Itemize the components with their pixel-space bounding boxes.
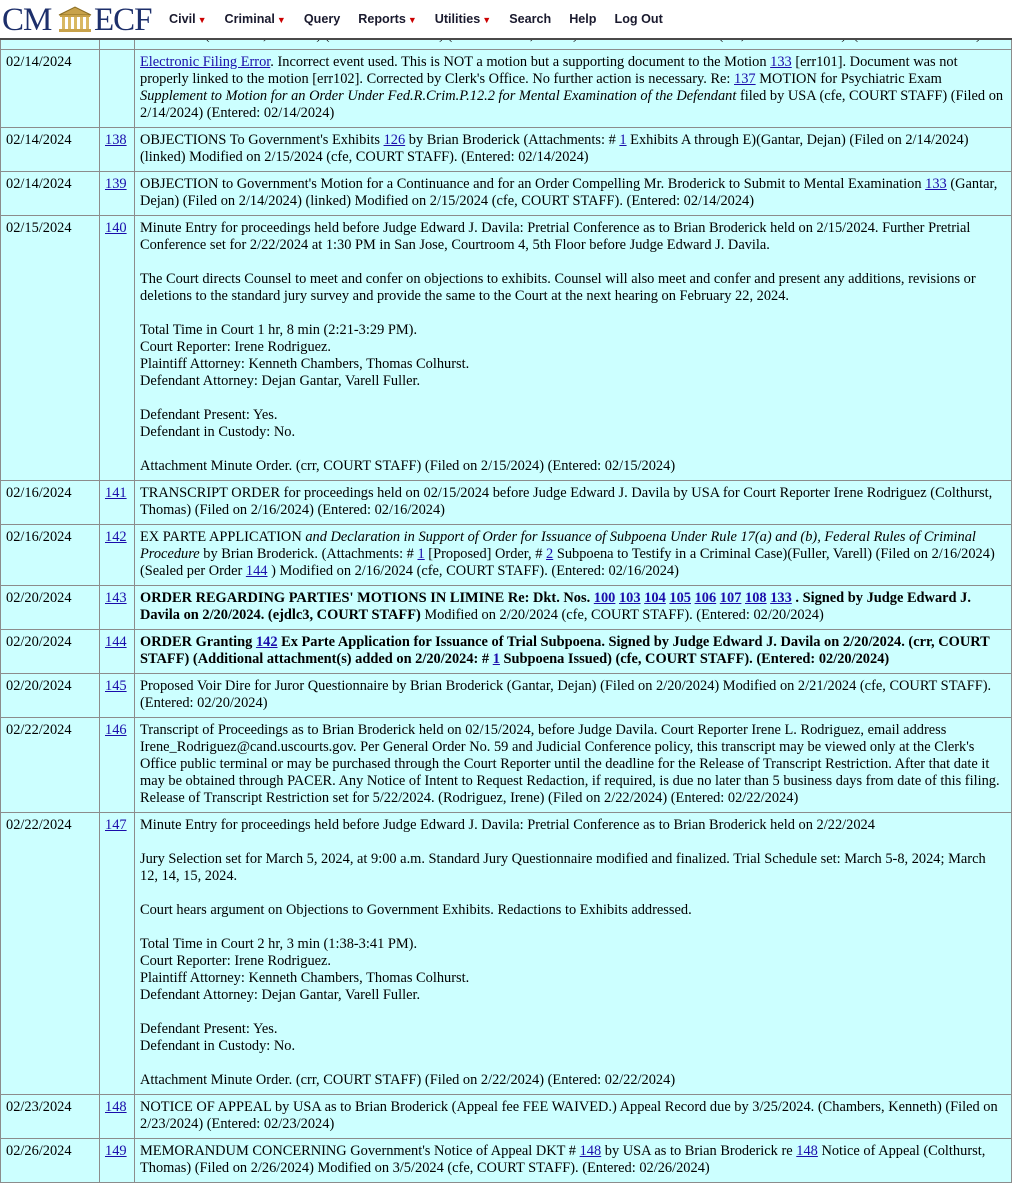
logo-text-cm: CM — [2, 2, 52, 38]
document-link[interactable]: 133 — [770, 54, 792, 70]
entry-text — [135, 1095, 1012, 1139]
menu-log-out[interactable] — [615, 12, 663, 26]
menu-civil[interactable] — [169, 12, 207, 26]
entry-paragraph — [140, 1072, 1006, 1089]
entry-text — [135, 481, 1012, 525]
entry-text — [135, 172, 1012, 216]
entry-date: 02/20/2024 — [1, 630, 100, 674]
entry-date: 02/26/2024 — [1, 1139, 100, 1183]
document-link[interactable]: Electronic Filing Error — [140, 54, 271, 70]
entry-text-segment: [Proposed] Order, # — [424, 546, 547, 562]
entry-date: 02/16/2024 — [1, 481, 100, 525]
document-link[interactable]: 103 — [618, 590, 641, 606]
entry-paragraph — [140, 54, 1006, 122]
entry-text-segment: . Signed by Judge Edward J. Davila on 2/20/2024. (ejdlc3, COURT STAFF) — [140, 590, 971, 623]
document-link[interactable]: 137 — [734, 71, 756, 87]
entry-paragraph — [140, 407, 1006, 441]
entry-text-segment: Notice of Appeal (Colthurst, Thomas) (Filed on 2/26/2024) Modified on 3/5/2024 (cfe, COURT STAFF). (Entered: 02/26/2024) — [140, 1143, 986, 1176]
entry-text-segment: ORDER Granting — [140, 634, 256, 650]
entry-paragraph — [140, 1099, 1006, 1133]
entry-text — [135, 674, 1012, 718]
docket-entry-row — [1, 1139, 1012, 1183]
entry-paragraph — [140, 220, 1006, 254]
entry-text-segment: Court Reporter: Irene Rodriguez. — [140, 953, 332, 969]
entry-text-segment: Defendant Attorney: Dejan Gantar, Varell Fuller. — [140, 987, 421, 1003]
entry-text-segment: Attachment Minute Order. (crr, COURT STAFF) (Filed on 2/15/2024) (Entered: 02/15/2024) — [140, 458, 676, 474]
menu-label: Query — [303, 12, 341, 26]
docket-number-link[interactable]: 142 — [105, 529, 127, 545]
entry-text-segment: EX PARTE APPLICATION — [140, 529, 306, 545]
entry-paragraph — [140, 590, 1006, 624]
entry-paragraph — [140, 678, 1006, 712]
docket-entry-row — [1, 525, 1012, 586]
entry-text-segment: ) Modified on 2/16/2024 (cfe, COURT STAFF). (Entered: 02/16/2024) — [267, 563, 679, 579]
docket-number-link[interactable]: 139 — [105, 176, 127, 192]
entry-date: 02/14/2024 — [1, 172, 100, 216]
docket-entry-row — [1, 630, 1012, 674]
document-link[interactable]: 144 — [245, 563, 268, 579]
entry-text-segment: Defendant in Custody: No. — [140, 1038, 296, 1054]
entry-text-segment: Proposed Voir Dire for Juror Questionnaire by Brian Broderick (Gantar, Dejan) (Filed on 2/20/2024) Modified on 2/21/2024 (cfe, COURT STAFF). (Entered: 02/20/2024) — [140, 678, 992, 711]
entry-paragraph — [140, 902, 1006, 919]
entry-number-cell — [100, 172, 135, 216]
menu-label: Civil — [169, 12, 196, 26]
entry-text-segment: MEMORANDUM CONCERNING Government's Notice of Appeal DKT # — [140, 1143, 580, 1159]
docket-entry-row — [1, 216, 1012, 481]
entry-paragraph — [140, 271, 1006, 305]
docket-entry-row — [1, 1095, 1012, 1139]
document-link[interactable]: 1 — [619, 132, 627, 148]
entry-text — [135, 586, 1012, 630]
courthouse-icon — [57, 6, 93, 34]
docket-number-link[interactable]: 143 — [105, 590, 127, 606]
entry-text-segment: Attachment Minute Order. (crr, COURT STAFF) (Filed on 2/22/2024) (Entered: 02/22/2024) — [140, 1072, 676, 1088]
entry-text-segment: Total Time in Court 1 hr, 8 min (2:21-3:29 PM). — [140, 322, 418, 338]
menu-query[interactable] — [304, 12, 340, 26]
entry-paragraph — [140, 851, 1006, 885]
entry-paragraph — [140, 1021, 1006, 1055]
entry-text-segment: Defendant Attorney: Dejan Gantar, Varell Fuller. — [140, 373, 421, 389]
menu-help[interactable] — [569, 12, 596, 26]
entry-text-segment: . Incorrect event used. This is NOT a motion but a supporting document to the Motion — [270, 54, 771, 70]
entry-text-segment: ORDER REGARDING PARTIES' MOTIONS IN LIMINE Re: Dkt. Nos. — [140, 590, 594, 606]
entry-text-segment: Exhibits A through E)(Gantar, Dejan) (Filed on 2/14/2024) (linked) Modified on 2/15/2024 (cfe, COURT STAFF). (Entered: 02/14/2024) — [140, 132, 969, 165]
entry-text-segment: The Court directs Counsel to meet and confer on objections to exhibits. Counsel will also meet and confer and present any additions, revisions or deletions to the standard jury survey and provide the same to the Court at the next hearing on February 22, 2024. — [140, 271, 976, 304]
entry-text-segment: MOTION for Psychiatric Exam — [755, 71, 942, 87]
document-link[interactable]: 106 — [694, 590, 717, 606]
italic-text: Supplement to Motion for an Order Under Fed.R.Crim.P.12.2 for Mental Examination of the Defendant — [140, 88, 737, 104]
top-navigation-bar — [0, 0, 1012, 40]
entry-number-cell — [100, 128, 135, 172]
entry-number-cell — [100, 50, 135, 128]
entry-text-segment: Defendant in Custody: No. — [140, 424, 296, 440]
entry-text — [135, 1139, 1012, 1183]
entry-date: 02/20/2024 — [1, 586, 100, 630]
docket-entry-row — [1, 128, 1012, 172]
menu-utilities[interactable] — [435, 12, 491, 26]
entry-date: 02/22/2024 — [1, 718, 100, 813]
entry-text — [135, 216, 1012, 481]
docket-number-link[interactable]: 149 — [105, 1143, 127, 1159]
entry-paragraph — [140, 634, 1006, 668]
docket-number-link[interactable]: 144 — [105, 634, 127, 650]
docket-entry-row — [1, 481, 1012, 525]
entry-paragraph — [140, 817, 1006, 834]
menu-label: Reports — [358, 12, 406, 26]
entry-text-segment: Court hears argument on Objections to Government Exhibits. Redactions to Exhibits addressed. — [140, 902, 692, 918]
entry-text-segment: Plaintiff Attorney: Kenneth Chambers, Thomas Colhurst. — [140, 356, 470, 372]
entry-paragraph — [140, 176, 1006, 210]
entry-date: 02/23/2024 — [1, 1095, 100, 1139]
entry-text — [135, 50, 1012, 128]
entry-text-segment: Minute Entry for proceedings held before Judge Edward J. Davila: Pretrial Conference as to Brian Broderick held on 2/15/2024. Further Pretrial Conference set for 2/22/2024 at 1:30 PM in San Jose, Courtroom 4, 5th Floor before Judge Edward J. Davila. — [140, 220, 971, 253]
entry-date: 02/14/2024 — [1, 128, 100, 172]
entry-text — [135, 813, 1012, 1095]
entry-date: 02/20/2024 — [1, 674, 100, 718]
entry-text-segment: Court Reporter: Irene Rodriguez. — [140, 339, 332, 355]
document-link[interactable]: 100 — [593, 590, 616, 606]
dropdown-caret-icon: ▼ — [276, 15, 286, 25]
entry-text-segment: Defendant Present: Yes. — [140, 1021, 278, 1037]
entry-number-cell — [100, 1139, 135, 1183]
docket-entry-row — [1, 586, 1012, 630]
docket-table — [0, 22, 1012, 1183]
document-link[interactable]: 108 — [745, 590, 767, 606]
docket-number-link[interactable]: 146 — [105, 722, 127, 738]
entry-text-segment: OBJECTIONS To Government's Exhibits — [140, 132, 384, 148]
entry-text — [135, 718, 1012, 813]
entry-paragraph — [140, 936, 1006, 1004]
document-link[interactable]: 2 — [546, 546, 554, 562]
entry-text-segment: by Brian Broderick (Attachments: # — [405, 132, 620, 148]
dropdown-caret-icon: ▼ — [482, 15, 492, 25]
entry-number-cell — [100, 586, 135, 630]
docket-number-link[interactable]: 148 — [105, 1099, 127, 1115]
entry-text-segment: NOTICE OF APPEAL by USA as to Brian Broderick (Appeal fee FEE WAIVED.) Appeal Record due by 3/25/2024. (Chambers, Kenneth) (Filed on 2/23/2024) (Entered: 02/23/2024) — [140, 1099, 998, 1132]
entry-text — [135, 128, 1012, 172]
entry-date: 02/22/2024 — [1, 813, 100, 1095]
entry-paragraph — [140, 322, 1006, 390]
entry-text-segment: Plaintiff Attorney: Kenneth Chambers, Thomas Colhurst. — [140, 970, 470, 986]
entry-number-cell — [100, 216, 135, 481]
docket-entry-row — [1, 50, 1012, 128]
docket-entry-row — [1, 813, 1012, 1095]
entry-number-cell — [100, 674, 135, 718]
entry-text-segment: [err101]. Document was not properly linked to the motion [err102]. Corrected by Clerk's Office. No further action is necessary. Re: — [140, 54, 958, 87]
entry-paragraph — [140, 132, 1006, 166]
dropdown-caret-icon: ▼ — [197, 15, 207, 25]
document-link[interactable]: 133 — [925, 176, 947, 192]
document-link[interactable]: 148 — [796, 1143, 818, 1159]
entry-text-segment: filed by USA (cfe, COURT STAFF) (Filed on 2/14/2024) (Entered: 02/14/2024) — [140, 88, 1004, 121]
entry-paragraph — [140, 529, 1006, 580]
italic-text: and Declaration in Support of Order for Issuance of Subpoena Under Rule 17(a) and (b), Federal Rules of Criminal Procedure — [140, 529, 976, 562]
document-link[interactable]: 126 — [383, 132, 406, 148]
entry-date: 02/16/2024 — [1, 525, 100, 586]
entry-text-segment: Defendant Present: Yes. — [140, 407, 278, 423]
document-link[interactable]: 142 — [255, 634, 278, 650]
menu-reports[interactable] — [358, 12, 417, 26]
entry-number-cell — [100, 481, 135, 525]
document-link[interactable]: 105 — [669, 590, 691, 606]
document-link[interactable]: 1 — [492, 651, 500, 667]
docket-entry-row — [1, 718, 1012, 813]
menu-label: Utilities — [434, 12, 481, 26]
document-link[interactable]: 104 — [644, 590, 666, 606]
menu-label: Criminal — [224, 12, 275, 26]
document-link[interactable]: 148 — [579, 1143, 602, 1159]
dropdown-caret-icon: ▼ — [407, 15, 417, 25]
entry-paragraph — [140, 485, 1006, 519]
entry-paragraph — [140, 458, 1006, 475]
entry-text — [135, 630, 1012, 674]
entry-text-segment: Subpoena to Testify in a Criminal Case)(Fuller, Varell) (Filed on 2/16/2024)(Sealed per Order — [140, 546, 995, 579]
entry-number-cell — [100, 718, 135, 813]
entry-text-segment: Modified on 2/20/2024 (cfe, COURT STAFF). (Entered: 02/20/2024) — [420, 607, 824, 623]
entry-text — [135, 525, 1012, 586]
menu-label: Log Out — [614, 12, 663, 26]
docket-number-link[interactable]: 141 — [105, 485, 127, 501]
entry-text-segment: Total Time in Court 2 hr, 3 min (1:38-3:41 PM). — [140, 936, 418, 952]
entry-text-segment: (Gantar, Dejan) (Filed on 2/14/2024) (linked) Modified on 2/15/2024 (cfe, COURT STAFF). (Entered: 02/14/2024) — [140, 176, 998, 209]
document-link[interactable]: 1 — [417, 546, 425, 562]
document-link[interactable]: 133 — [770, 590, 792, 606]
docket-entry-row — [1, 674, 1012, 718]
entry-text-segment: Transcript of Proceedings as to Brian Broderick held on 02/15/2024, before Judge Davila. Court Reporter Irene L. Rodriguez, email address Irene_Rodriguez@cand.uscourts.gov. Per General Order No. 59 and Judicial Conference policy, this transcript may be viewed only at the Clerk's Office public terminal or may be purchased through the Court Reporter until the deadline for the Release of Transcript Restriction. After that date it may be obtained through PACER. Any Notice of Intent to Request Redaction, if required, is due no later than 5 business days from date of this filing. Release of Transcript Restriction set for 5/22/2024. (Rodriguez, Irene) (Filed on 2/22/2024) (Entered: 02/22/2024) — [140, 722, 1000, 806]
entry-text-segment: Subpoena Issued) (cfe, COURT STAFF). (Entered: 02/20/2024) — [499, 651, 890, 667]
entry-text-segment: Jury Selection set for March 5, 2024, at 9:00 a.m. Standard Jury Questionnaire modified and finalized. Trial Schedule set: March 5-8, 2024; March 12, 14, 15, 2024. — [140, 851, 986, 884]
entry-text-segment: by USA as to Brian Broderick re — [601, 1143, 797, 1159]
docket-number-link[interactable]: 147 — [105, 817, 127, 833]
docket-number-link[interactable]: 145 — [105, 678, 127, 694]
docket-number-link[interactable]: 140 — [105, 220, 127, 236]
menu-label: Search — [509, 12, 552, 26]
entry-number-cell — [100, 813, 135, 1095]
main-menu — [169, 0, 681, 38]
entry-text-segment: by Brian Broderick. (Attachments: # — [199, 546, 418, 562]
entry-number-cell — [100, 1095, 135, 1139]
entry-date: 02/14/2024 — [1, 50, 100, 128]
entry-date: 02/15/2024 — [1, 216, 100, 481]
entry-text-segment: Minute Entry for proceedings held before Judge Edward J. Davila: Pretrial Conference as to Brian Broderick held on 2/22/2024 — [140, 817, 875, 833]
menu-search[interactable] — [509, 12, 551, 26]
entry-text-segment: TRANSCRIPT ORDER for proceedings held on 02/15/2024 before Judge Edward J. Davila by USA for Court Reporter Irene Rodriguez (Colthurst, Thomas) (Filed on 2/16/2024) (Entered: 02/16/2024) — [140, 485, 993, 518]
logo-text-ecf: ECF — [94, 2, 152, 38]
docket-entry-row — [1, 172, 1012, 216]
document-link[interactable]: 107 — [719, 590, 742, 606]
menu-label: Help — [569, 12, 597, 26]
docket-table-body — [1, 23, 1012, 1183]
entry-text-segment: Ex Parte Application for Issuance of Trial Subpoena. Signed by Judge Edward J. Davila on 2/20/2024. (crr, COURT STAFF) (Additional attachment(s) added on 2/20/2024: # — [140, 634, 990, 667]
entry-number-cell — [100, 525, 135, 586]
entry-text-segment: OBJECTION to Government's Motion for a Continuance and for an Order Compelling Mr. Broderick to Submit to Mental Examination — [140, 176, 926, 192]
entry-paragraph — [140, 1143, 1006, 1177]
menu-criminal[interactable] — [225, 12, 286, 26]
entry-number-cell — [100, 630, 135, 674]
entry-paragraph — [140, 722, 1006, 807]
docket-number-link[interactable]: 138 — [105, 132, 127, 148]
